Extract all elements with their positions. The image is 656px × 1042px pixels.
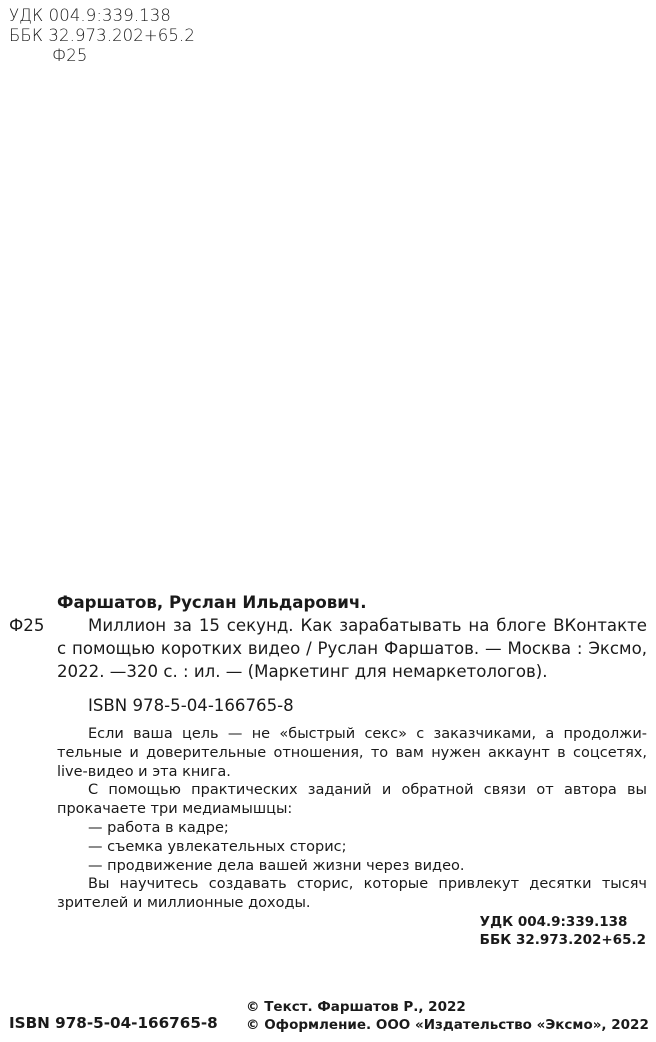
list-item: — работа в кадре; xyxy=(88,819,229,836)
copyright-design: © Оформление. ООО «Издательство «Эксмо», 2022 xyxy=(246,1017,649,1033)
author-heading: Фаршатов, Руслан Ильдарович. xyxy=(57,593,367,612)
bbk-code: ББК 32.973.202+65.2 xyxy=(9,26,195,45)
udk-code-right: УДК 004.9:339.138 xyxy=(479,914,628,930)
bbk-code-right: ББК 32.973.202+65.2 xyxy=(479,931,646,948)
bibliographic-record xyxy=(9,591,647,717)
isbn-line: ISBN 978-5-04-166765-8 xyxy=(88,696,294,715)
right-classification-codes xyxy=(480,914,646,949)
list-item: — продвижение дела вашей жизни через видео. xyxy=(88,857,465,874)
annotation-paragraph-2: С помощью практических заданий и обратной связи от автора вы прокачаете три медиамышцы: xyxy=(57,782,647,818)
copyright-text: © Текст. Фаршатов Р., 2022 xyxy=(246,999,466,1015)
udk-code: УДК 004.9:339.138 xyxy=(9,6,171,25)
author-mark-left: Ф25 xyxy=(9,616,45,635)
annotation xyxy=(57,725,647,913)
bibliographic-description: Миллион за 15 секунд. Как зарабатывать на блоге ВКонтакте с помощью коротких видео / Руслан Фаршатов. — Москва : Эксмо, 2022. —320 с. : ил. — (Маркетинг для немаркетологов). xyxy=(57,616,647,681)
top-classification-codes xyxy=(9,6,195,66)
annotation-paragraph-3: Вы научитесь создавать сторис, которые привлекут десятки тысяч зрителей и миллионные доходы. xyxy=(57,876,647,912)
copyright-block xyxy=(246,998,649,1034)
bottom-isbn: ISBN 978-5-04-166765-8 xyxy=(9,1014,218,1032)
author-mark: Ф25 xyxy=(52,46,88,65)
annotation-paragraph-1: Если ваша цель — не «быстрый секс» с заказчиками, а продолжительные и доверительные отношения, то вам нужен аккаунт в соцсетях, live-видео и эта книга. xyxy=(57,726,647,780)
list-item: — съемка увлекательных сторис; xyxy=(88,838,347,855)
